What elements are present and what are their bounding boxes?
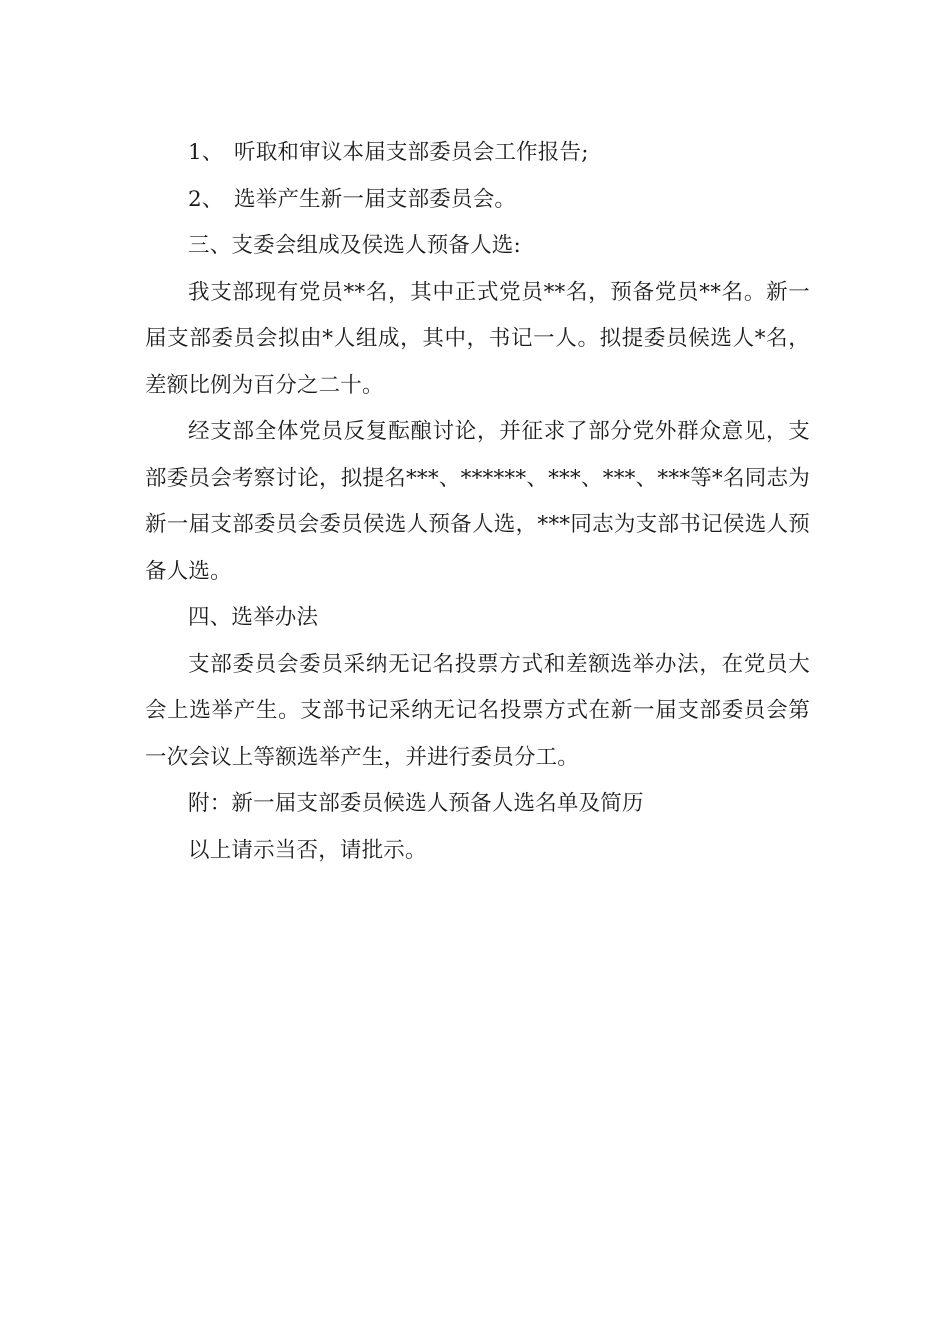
agenda-item-text: 选举产生新一届支部委员会。 [234,186,517,212]
agenda-item-number: 2、 [188,186,224,212]
section-heading-election-method: 四、选举办法 [188,605,319,630]
agenda-item-text: 听取和审议本届支部委员会工作报告; [234,140,589,165]
paragraph-members: 我支部现有党员**名，其中正式党员**名，预备党员**名。新一届支部委员会拟由*人组成，其中，书记一人。拟提委员候选人*名，差额比例为百分之二十。 [145,279,810,398]
paragraph-nomination: 经支部全体党员反复酝酿讨论，并征求了部分党外群众意见，支部委员会考察讨论，拟提名***、******、***、***、***等*名同志为新一届支部委员会委员侯选人预备人选，***同志为支部书记侯选人预备人选。 [145,419,810,584]
document-body [145,130,810,874]
attachment-note: 附：新一届支部委员候选人预备人选名单及简历 [188,791,644,816]
closing-line: 以上请示当否，请批示。 [188,837,427,863]
section-heading-candidates: 三、支委会组成及侯选人预备人选: [188,233,521,258]
agenda-item-2 [145,177,810,224]
agenda-item-1 [145,130,810,177]
paragraph-election-method: 支部委员会委员采纳无记名投票方式和差额选举办法，在党员大会上选举产生。支部书记采纳无记名投票方式在新一届支部委员会第一次会议上等额选举产生，并进行委员分工。 [145,651,810,770]
agenda-item-number: 1、 [188,140,224,165]
